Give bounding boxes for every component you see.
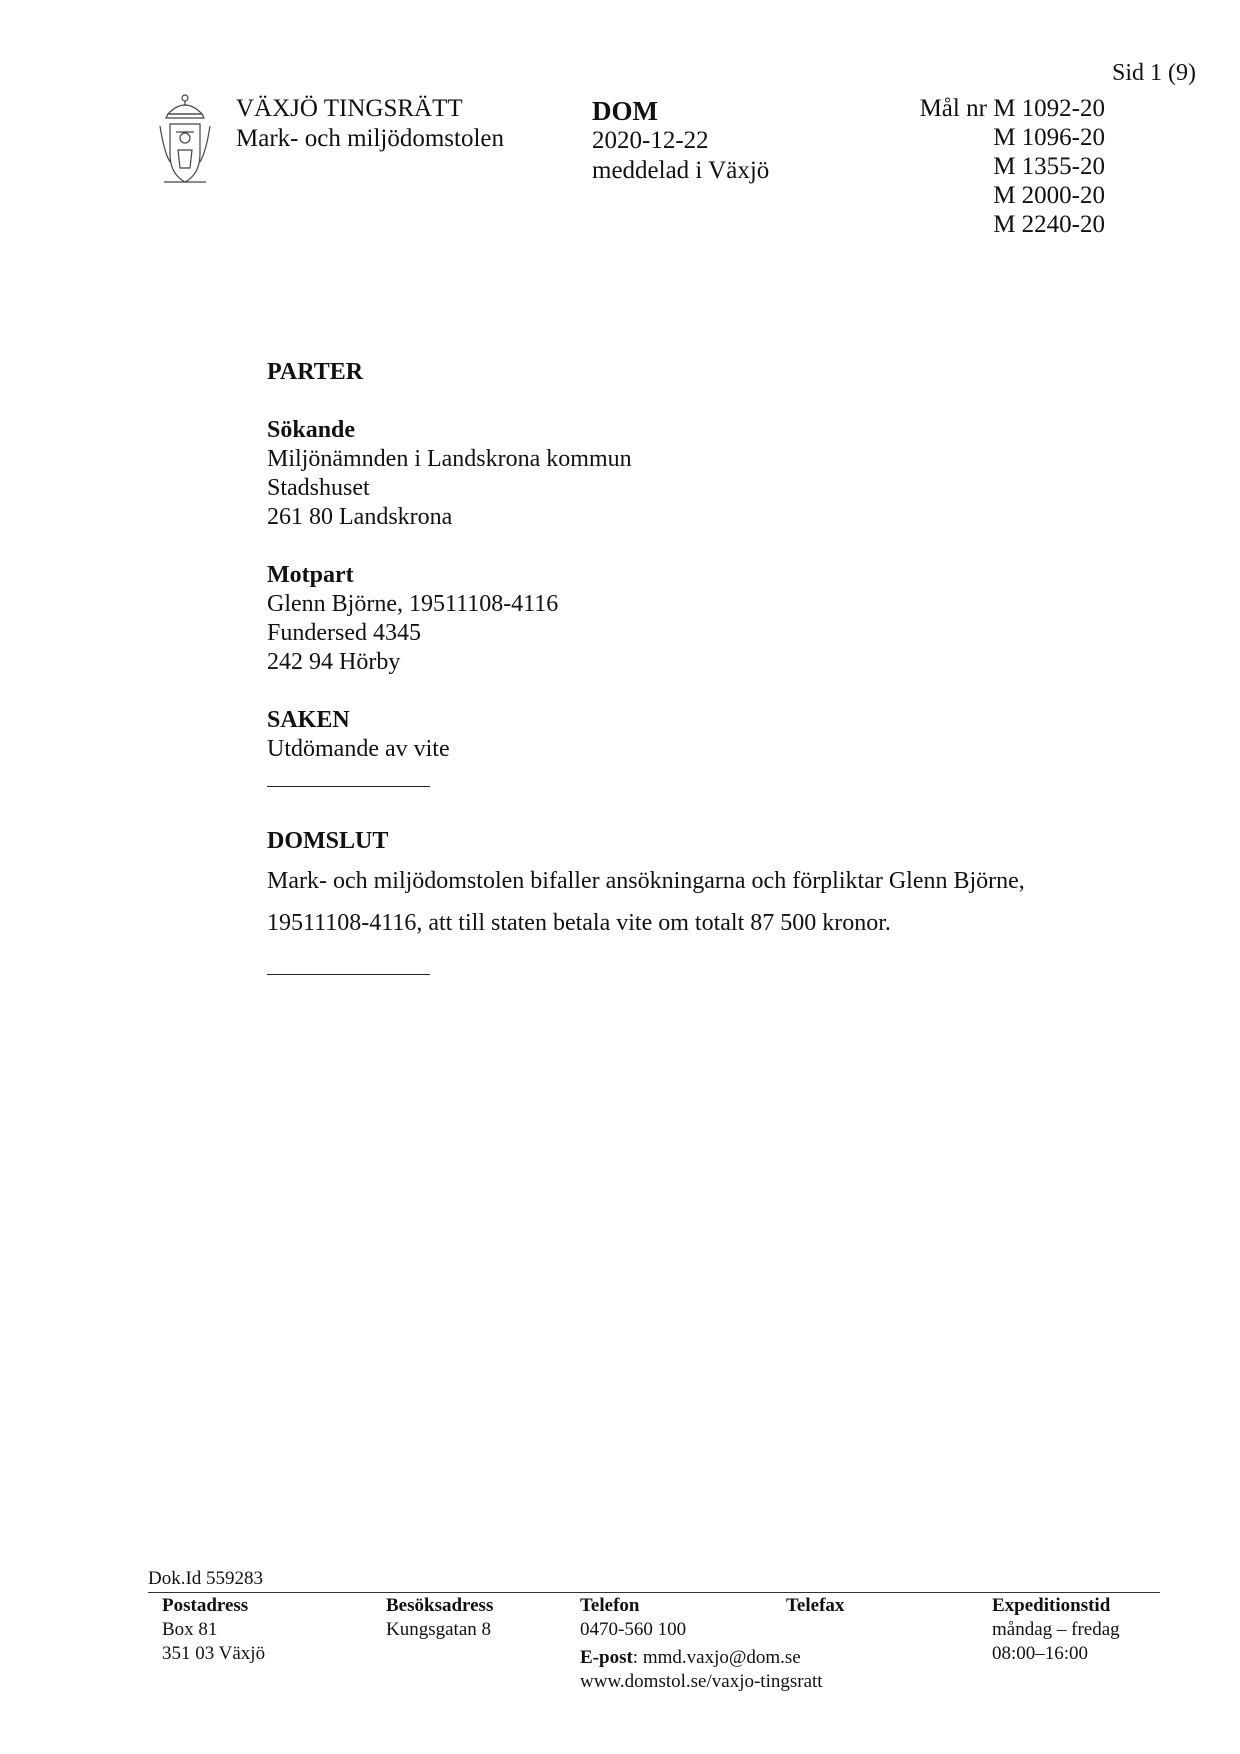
section-divider: [267, 974, 430, 975]
footer-label: Telefax: [786, 1595, 845, 1616]
document-body: [267, 358, 1147, 975]
motpart-line: 242 94 Hörby: [267, 649, 401, 675]
footer-telefax: [786, 1594, 844, 1618]
footer-besoksadress: [386, 1594, 493, 1642]
case-number-row: [880, 94, 1105, 123]
document-info: [592, 96, 769, 186]
court-crest-logo: [154, 92, 216, 192]
case-number: M 2240-20: [993, 211, 1105, 238]
saken-text: Utdömande av vite: [267, 736, 450, 762]
motpart-line: Glenn Björne, 19511108-4116: [267, 591, 559, 617]
saken-heading: SAKEN: [267, 707, 350, 733]
footer-value: Kungsgatan 8: [386, 1619, 492, 1640]
domslut-text: [267, 860, 1147, 944]
footer-expeditionstid: [992, 1594, 1120, 1666]
motpart-line: Fundersed 4345: [267, 620, 421, 646]
case-number: M 1092-20: [993, 95, 1105, 122]
footer-divider: [148, 1592, 1160, 1593]
footer-value: 08:00–16:00: [992, 1643, 1089, 1664]
case-number: M 1355-20: [993, 153, 1105, 180]
sokande-line: Miljönämnden i Landskrona kommun: [267, 446, 632, 472]
parter-heading: PARTER: [267, 359, 364, 385]
sokande-line: Stadshuset: [267, 475, 370, 501]
court-name: VÄXJÖ TINGSRÄTT: [236, 95, 463, 122]
sokande-label: Sökande: [267, 417, 356, 443]
page-number: Sid 1 (9): [1112, 60, 1196, 86]
footer-label: Expeditionstid: [992, 1595, 1111, 1616]
email-value: : mmd.vaxjo@dom.se: [632, 1647, 801, 1668]
case-number: M 2000-20: [993, 182, 1105, 209]
document-id: Dok.Id 559283: [148, 1568, 264, 1589]
footer-website: www.domstol.se/vaxjo-tingsratt: [580, 1671, 823, 1692]
case-label: Mål nr: [919, 95, 987, 122]
footer-label: Postadress: [162, 1595, 249, 1616]
case-numbers: [880, 94, 1105, 239]
document-type: DOM: [592, 96, 658, 126]
domslut-line: 19511108-4116, att till staten betala vite om totalt 87 500 kronor.: [267, 910, 891, 936]
motpart-label: Motpart: [267, 562, 354, 588]
domslut-line: Mark- och miljödomstolen bifaller ansökningarna och förpliktar Glenn Björne,: [267, 868, 1025, 894]
footer-label: Telefon: [580, 1595, 640, 1616]
footer-email: [580, 1646, 823, 1670]
case-number: M 1096-20: [993, 124, 1105, 151]
footer-value: måndag – fredag: [992, 1619, 1120, 1640]
document-place: meddelad i Växjö: [592, 157, 770, 184]
court-division: Mark- och miljödomstolen: [236, 125, 505, 152]
footer-value: Box 81: [162, 1619, 218, 1640]
domslut-heading: DOMSLUT: [267, 828, 389, 854]
footer-value: 0470-560 100: [580, 1619, 687, 1640]
court-header: [236, 94, 504, 154]
document-date: 2020-12-22: [592, 127, 709, 154]
footer-value: 351 03 Växjö: [162, 1643, 266, 1664]
sokande-line: 261 80 Landskrona: [267, 504, 453, 530]
footer-postadress: [162, 1594, 265, 1666]
footer-label: Besöksadress: [386, 1595, 494, 1616]
email-label: E-post: [580, 1647, 633, 1668]
